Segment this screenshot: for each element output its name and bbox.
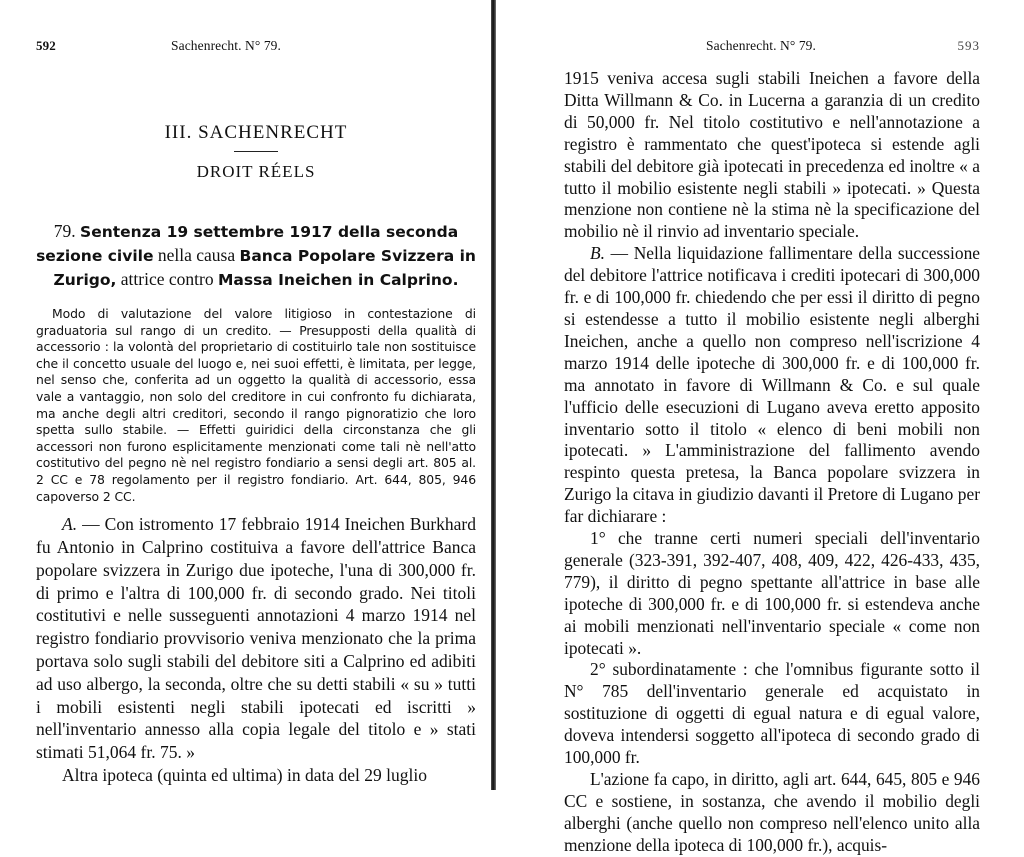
right-running-title: Sachenrecht. N° 79. — [706, 38, 817, 53]
paragraph-a-text: — Con istromento 17 febbraio 1914 Ineichen Burkhard fu Antonio in Calprino costituiva a favore dell'attrice Banca popolare svizzera in Zurigo due ipoteche, l'una di 300,000 fr. di primo e l'altra di 100,000 fr. di secondo grado. Nei titoli costitutivi e nelle susseguenti annotazioni 4 marzo 1914 nel registro fondiario provvisorio veniva menzionato che la prima portava solo sugli stabili del debitore siti a Calprino ed adibiti ad uso albergo, la seconda, oltre che su detti stabili « su » tutti i mobili esistenti negli stabili ipotecati ed iscritti » nell'inventario annesso alla copia legale del titolo e » stati stimati 51,064 fr. 75. » — [36, 514, 476, 763]
paragraph-3: 1° che tranne certi numeri speciali dell'inventario generale (323-391, 392-407, 408, 409, 422, 426-433, 435, 779), il diritto di pegno spettante all'attrice in base alle ipoteche di 300,000 fr. e di 100,000 fr. si estendeva anche ai mobili menzionati nell'inventario speciale « come non ipotecati ». — [564, 528, 980, 658]
right-page — [500, 0, 1024, 855]
case-plaintiff: Banca Popolare Svizzera in Zurigo, — [53, 247, 476, 289]
paragraph-4: 2° subordinatamente : che l'omnibus figurante sotto il N° 785 dell'inventario generale ed acquistato in sostituzione di oggetti di egual natura e di egual valore, doveva intendersi soggetto all'ipoteca di secondo grado di 100,000 fr. — [564, 659, 980, 768]
case-judgment: Sentenza 19 settembre 1917 della seconda sezione civile — [36, 223, 459, 265]
paragraph-5: L'azione fa capo, in diritto, agli art. 644, 645, 805 e 946 CC e sostiene, in sostanza, che avendo il mobilio degli alberghi (anche quello non compreso nell'elenco unito alla menzione della ipoteca di 100,000 fr.), acquis- — [564, 769, 980, 855]
case-text-b: attrice contro — [116, 269, 218, 289]
paragraph-2 — [564, 243, 980, 528]
section-heading: III. SACHENRECHT — [164, 122, 348, 143]
left-running-head — [36, 38, 476, 60]
case-number: 79. — [53, 221, 76, 241]
right-body — [564, 68, 980, 857]
paragraph-2-text: — Nella liquidazione fallimentare della successione del debitore l'attrice notificava i crediti ipotecari di 300,000 fr. e di 100,000 fr. chiedendo che per essi il diritto di pegno si estendesse a tutto il mobilio esistente negli alberghi Ineichen, anche a quello non compreso nell'iscrizione 4 marzo 1914 delle ipoteche di 300,000 fr. e di 100,000 fr. ma annotato in favore di Willmann & Co. e sul quale l'ufficio delle esecuzioni di Lugano aveva eretto apposito inventario sotto il titolo « elenco di beni mobili non ipotecati. » L'amministrazione del fallimento avendo respinto questa pretesa, la Banca popolare svizzera in Zurigo la citava in giudizio davanti il Pretore di Lugano per far dichiarare : — [564, 243, 980, 527]
left-running-title: Sachenrecht. N° 79. — [171, 38, 282, 53]
subsection-heading: DROIT RÉELS — [196, 162, 316, 181]
right-page-number: 593 — [957, 38, 980, 53]
case-text-a: nella causa — [157, 245, 240, 265]
case-title — [36, 220, 476, 292]
book-spine — [491, 0, 496, 790]
left-body — [36, 513, 476, 787]
case-defendant: Massa Ineichen in Calprino. — [217, 271, 459, 289]
left-page — [0, 0, 490, 790]
left-page-number: 592 — [36, 38, 56, 53]
paragraph-a — [36, 513, 476, 764]
right-running-head — [564, 38, 980, 60]
paragraph-1: 1915 veniva accesa sugli stabili Ineichen a favore della Ditta Willmann & Co. in Lucerna a garanzia di un credito di 50,000 fr. Nel titolo costitutivo e nell'annotazione a registro è rammentato che quest'ipoteca si estende agli stabili del debitore già ipotecati in precedenza ed inoltre « a tutto il mobilio esistente negli stabili » ipotecati. » Questa menzione non contiene nè la stima nè la specificazione del mobilio nè il rinvio ad inventario speciale. — [564, 68, 980, 242]
case-summary: Modo di valutazione del valore litigioso in contestazione di graduatoria sul rango di un credito. — Presupposti della qualità di accessorio : la volontà del proprietario di costituirlo tale non sostituisce che il concetto usuale del luogo e, nei suoi effetti, è limitata, per legge, nel senso che, conferita ad un oggetto la qualità di accessorio, essa vale a vantaggio, non solo del creditore in cui confronto fu dichiarata, ma anche degli altri creditori, secondo il rango pignoratizio che loro spetta sullo stabile. — Effetti guiridici della circonstanza che gli accessori non furono esplicitamente menzionati come tali nè nell'atto costitutivo del pegno nè nel registro fondiario a sensi degli art. 805 al. 2 CC e 78 regolamento per il registro fondiario. Art. 644, 805, 946 capoverso 2 CC. — [36, 306, 476, 504]
section-divider — [234, 151, 278, 152]
paragraph-2-label: B. — [590, 243, 605, 264]
paragraph-b-start: Altra ipoteca (quinta ed ultima) in data del 29 luglio — [62, 764, 427, 785]
paragraph-a-label: A. — [62, 514, 78, 535]
